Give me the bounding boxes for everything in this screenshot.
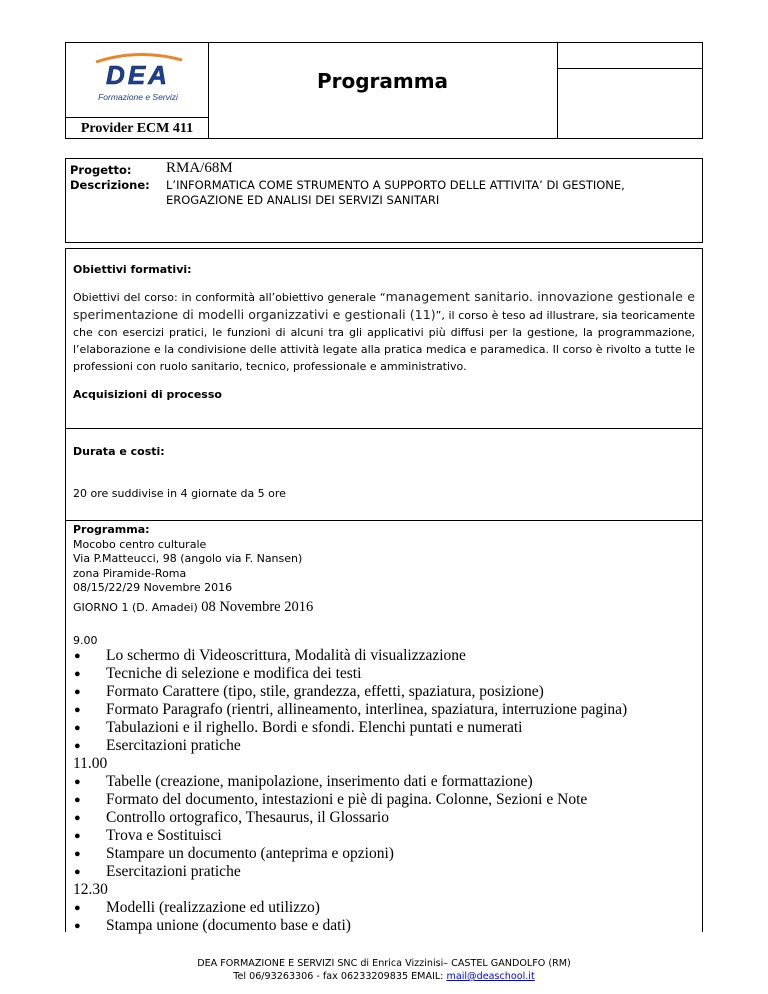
obiettivi-text-post: ”, il corso è teso ad illustrare, sia teoricamente che con esercizi pratici, le funzioni di alcuni tra gli applicativi più diffusi per la gestione, la programmazione, l’elaborazione e la condivisione delle attività legate alla pratica medica e paramedica. Il corso è rivolto a tutte le professioni con ruolo sanitario, tecnico, professionale e amministrativo. xyxy=(73,309,695,373)
list-item: ● Tecniche di selezione e modifica dei testi xyxy=(74,665,362,682)
progetto-value: RMA/68M xyxy=(166,160,233,176)
session-1-list xyxy=(66,647,695,755)
venue-line-3: zona Piramide-Roma xyxy=(73,566,187,580)
venue-line-2: Via P.Matteucci, 98 (angolo via F. Nansen) xyxy=(73,552,303,565)
footer-company: DEA FORMAZIONE E SERVIZI SNC di Enrica Vizzinisi– CASTEL GANDOLFO (RM) xyxy=(197,958,571,969)
list-item: ● Formato del documento, intestazioni e piè di pagina. Colonne, Sezioni e Note xyxy=(74,791,588,808)
provider-label: Provider ECM 411 xyxy=(80,121,194,136)
programma-section xyxy=(73,523,695,596)
venue-line-1: Mocobo centro culturale xyxy=(73,537,207,551)
day-heading xyxy=(73,600,695,615)
list-item: ● Modelli (realizzazione ed utilizzo) xyxy=(74,899,320,916)
list-item: ● Tabelle (creazione, manipolazione, inserimento dati e formattazione) xyxy=(74,773,533,790)
session-2-time: 11.00 xyxy=(73,755,108,772)
main-content-box xyxy=(65,248,703,932)
dea-logo xyxy=(82,50,194,110)
footer xyxy=(0,957,768,983)
obiettivi-text-pre: Obiettivi del corso: in conformità all’obiettivo generale “ xyxy=(73,291,386,304)
session-3-list xyxy=(66,899,695,935)
session-2-list xyxy=(66,773,695,881)
obiettivi-text xyxy=(73,288,695,375)
descrizione-line-1: L’INFORMATICA COME STRUMENTO A SUPPORTO DELLE ATTIVITA’ DI GESTIONE, xyxy=(166,178,625,192)
list-item: ● Controllo ortografico, Thesaurus, il Glossario xyxy=(74,809,389,826)
day-prefix: GIORNO 1 (D. Amadei) xyxy=(73,601,198,614)
list-item: ● Stampa unione (documento base e dati) xyxy=(74,917,351,934)
footer-email-link[interactable]: mail@deaschool.it xyxy=(446,971,535,982)
svg-text:Formazione e Servizi: Formazione e Servizi xyxy=(98,92,178,102)
descrizione-line-2: EROGAZIONE ED ANALISI DEI SERVIZI SANITARI xyxy=(166,193,440,207)
obiettivi-text-quote: management sanitario. innovazione gestionale e sperimentazione di modelli organizzativi e gestionali (11) xyxy=(73,289,695,322)
list-item: ● Esercitazioni pratiche xyxy=(74,737,241,754)
list-item: ● Lo schermo di Videoscrittura, Modalità di visualizzazione xyxy=(74,647,466,664)
obiettivi-heading: Obiettivi formativi: xyxy=(73,263,192,276)
page-title: Programma xyxy=(316,69,449,93)
list-item: ● Tabulazioni e il righello. Bordi e sfondi. Elenchi puntati e numerati xyxy=(74,719,523,736)
footer-phone-fax: Tel 06/93263306 - fax 06233209835 EMAIL: xyxy=(233,971,447,982)
progetto-label: Progetto: xyxy=(70,163,132,177)
header-table xyxy=(65,42,703,139)
day-date: 08 Novembre 2016 xyxy=(201,599,314,615)
list-item: ● Trova e Sostituisci xyxy=(74,827,222,844)
programma-heading: Programma: xyxy=(73,523,150,536)
acquisizioni-label: Acquisizioni di processo xyxy=(73,388,222,401)
svg-text:DEA: DEA xyxy=(106,60,170,90)
list-item: ● Esercitazioni pratiche xyxy=(74,863,241,880)
course-dates: 08/15/22/29 Novembre 2016 xyxy=(73,581,233,594)
session-1-time: 9.00 xyxy=(73,634,98,647)
descrizione-label: Descrizione: xyxy=(70,178,150,192)
list-item: ● Formato Paragrafo (rientri, allineamento, interlinea, spaziatura, interruzione pagina) xyxy=(74,701,628,718)
list-item: ● Formato Carattere (tipo, stile, grandezza, effetti, spaziatura, posizione) xyxy=(74,683,544,700)
durata-heading: Durata e costi: xyxy=(73,445,165,458)
session-3-time: 12.30 xyxy=(73,881,108,898)
list-item: ● Stampare un documento (anteprima e opzioni) xyxy=(74,845,394,862)
project-table xyxy=(65,158,703,243)
footer-contacts xyxy=(0,970,768,983)
durata-text: 20 ore suddivise in 4 giornate da 5 ore xyxy=(73,487,286,500)
